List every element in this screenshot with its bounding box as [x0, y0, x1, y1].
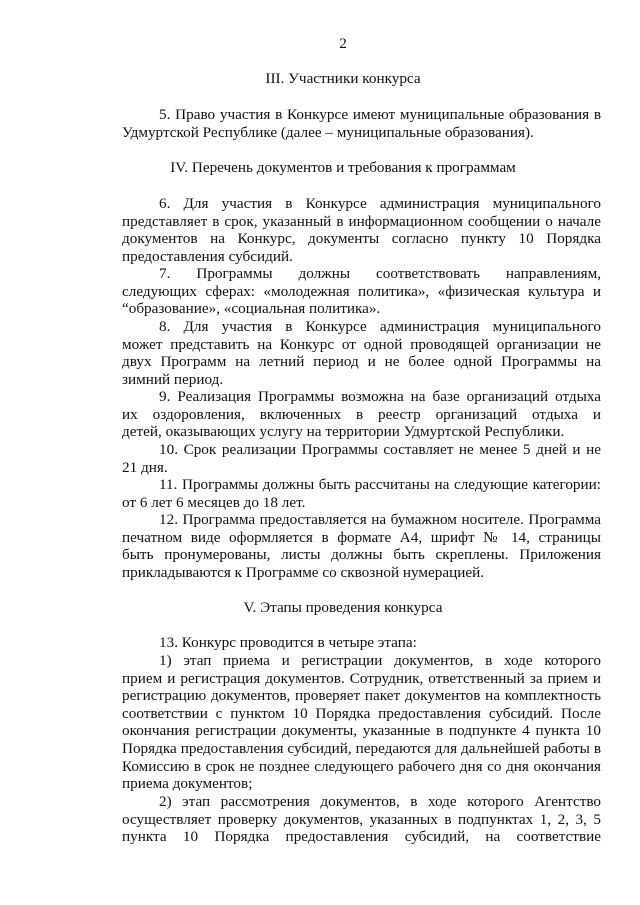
paragraph-line: печатном виде оформляется в формате А4, шрифт № 14, страницы	[122, 528, 601, 546]
paragraph-13-1	[85, 652, 601, 793]
paragraph-line: регистрацию документов, проверяет пакет документов на комплектность	[122, 687, 601, 705]
paragraph-line: прием и регистрация документов. Сотрудник, ответственный за прием и	[122, 669, 601, 687]
paragraph-5	[85, 106, 601, 141]
section-heading-stages: V. Этапы проведения конкурса	[243, 599, 443, 616]
paragraph-line: их оздоровления, включенных в реестр организаций отдыха и	[122, 405, 601, 423]
paragraph-line: прикладываются к Программе со сквозной нумерацией.	[122, 563, 485, 581]
paragraph-8	[85, 318, 601, 388]
paragraph-line: 12. Программа предоставляется на бумажном носителе. Программа	[159, 511, 601, 528]
paragraph-line: 7. Программы должны соответствовать направлениям,	[159, 265, 601, 282]
paragraph-line: осуществляет проверку документов, указанных в подпунктах 1, 2, 3, 5	[122, 810, 601, 828]
paragraph-line: “образование», «социальная политика».	[122, 300, 381, 318]
paragraph-line: 11. Программы должны быть рассчитаны на следующие категории:	[159, 476, 601, 493]
page-number: 2	[339, 35, 347, 52]
paragraph-line: 6. Для участия в Конкурсе администрация муниципального	[159, 195, 601, 212]
paragraph-line: может представить на Конкурс от одной проводящей организации не	[122, 335, 601, 353]
paragraph-10	[85, 441, 601, 476]
section-heading-documents: IV. Перечень документов и требования к программам	[170, 159, 516, 176]
paragraph-12	[85, 511, 601, 581]
paragraph-line: 9. Реализация Программы возможна на базе организаций отдыха	[159, 388, 601, 405]
paragraph-9	[85, 388, 601, 441]
paragraph-line: 1) этап приема и регистрации документов, в ходе которого	[159, 652, 601, 669]
paragraph-line: 5. Право участия в Конкурсе имеют муниципальные образования в	[159, 106, 601, 123]
paragraph-line: 2) этап рассмотрения документов, в ходе которого Агентство	[159, 793, 601, 810]
paragraph-line: двух Программ на летний период и не более одной Программы на	[122, 353, 601, 371]
paragraph-13	[85, 634, 601, 652]
paragraph-line: от 6 лет 6 месяцев до 18 лет.	[122, 493, 306, 511]
paragraph-6	[85, 195, 601, 265]
paragraph-line: быть пронумерованы, листы должны быть скреплены. Приложения	[122, 546, 601, 564]
paragraph-line: 10. Срок реализации Программы составляет не менее 5 дней и не	[159, 441, 601, 458]
paragraph-line: Удмуртской Республике (далее – муниципальные образования).	[122, 123, 534, 141]
paragraph-line: предоставления субсидий.	[122, 247, 293, 265]
paragraph-line: соответствии с пунктом 10 Порядка предоставления субсидий. После	[122, 704, 601, 722]
paragraph-line: приема документов;	[122, 775, 253, 793]
section-heading-participants: III. Участники конкурса	[265, 70, 421, 87]
paragraph-line: Комиссию в срок не позднее следующего рабочего дня со дня окончания	[122, 757, 601, 775]
paragraph-line: зимний период.	[122, 370, 224, 388]
paragraph-line: окончания регистрации документы, указанные в подпункте 4 пункта 10	[122, 722, 601, 740]
paragraph-7	[85, 265, 601, 318]
paragraph-line: документов на Конкурс, документы согласно пункту 10 Порядка	[122, 230, 601, 248]
paragraph-line: представляет в срок, указанный в информационном сообщении о начале	[122, 212, 601, 230]
paragraph-line: пункта 10 Порядка предоставления субсидий, на соответствие	[122, 828, 601, 846]
paragraph-line: детей, оказывающих услугу на территории Удмуртской Республики.	[122, 423, 565, 441]
paragraph-line: 13. Конкурс проводится в четыре этапа:	[159, 634, 417, 651]
paragraph-line: следующих сферах: «молодежная политика», «физическая культура и	[122, 282, 601, 300]
paragraph-13-2	[85, 793, 601, 846]
paragraph-11	[85, 476, 601, 511]
paragraph-line: 21 дня.	[122, 458, 168, 476]
paragraph-line: Порядка предоставления субсидий, передаются для дальнейшей работы в	[122, 739, 601, 757]
paragraph-line: 8. Для участия в Конкурсе администрация муниципального	[159, 318, 601, 335]
